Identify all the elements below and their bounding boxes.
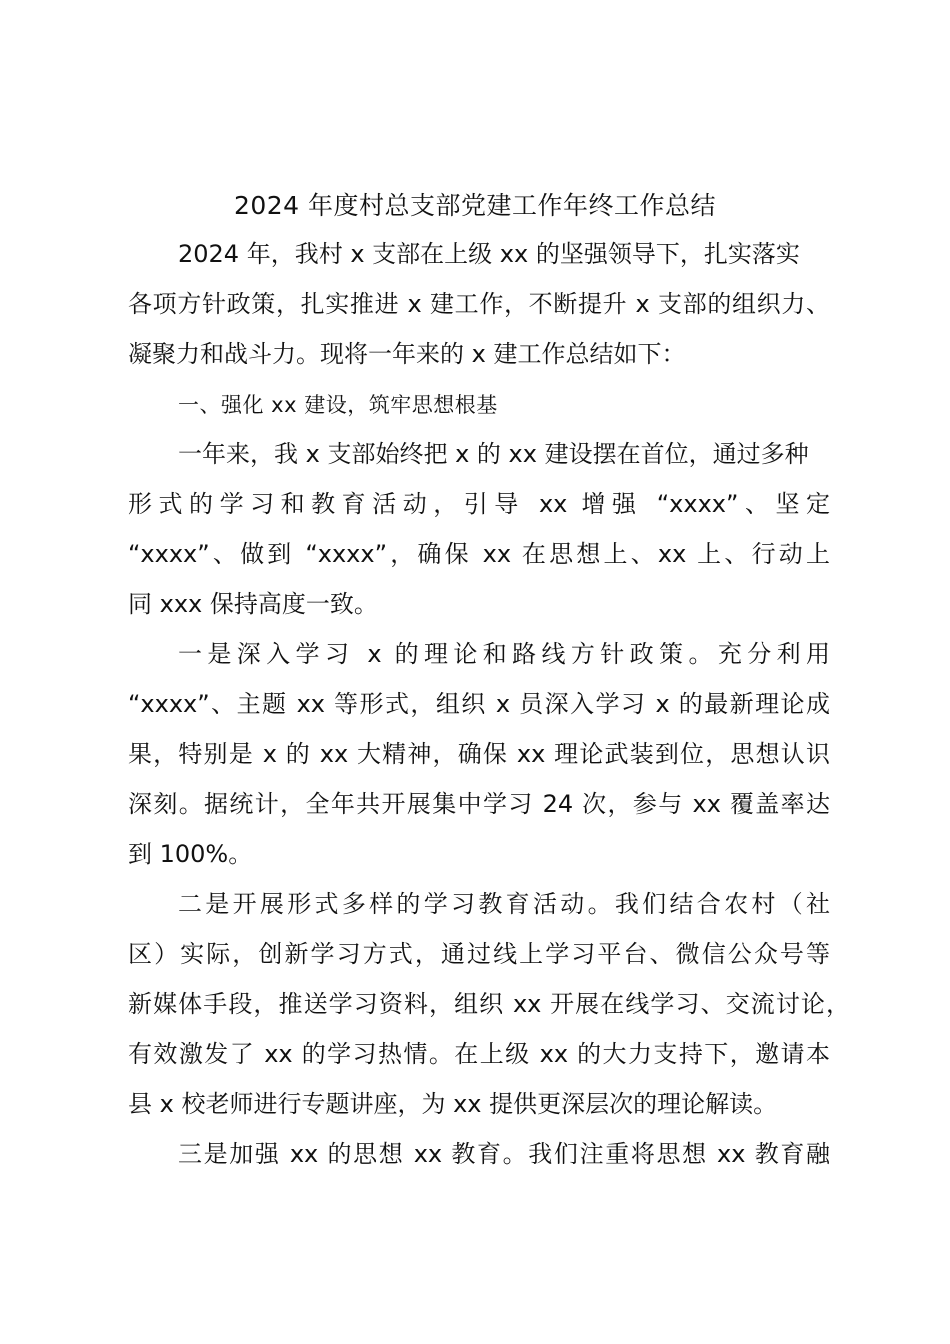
point1-line-5: 到 100%。 bbox=[128, 840, 253, 868]
point1-line-3: 果，特别是 x 的 xx 大精神，确保 xx 理论武装到位，思想认识 bbox=[128, 740, 830, 768]
point1-line-1: 一是深入学习 x 的理论和路线方针政策。充分利用 bbox=[178, 640, 830, 668]
point2-line-2: 区）实际，创新学习方式，通过线上学习平台、微信公众号等 bbox=[128, 940, 830, 968]
point3-line-1: 三是加强 xx 的思想 xx 教育。我们注重将思想 xx 教育融 bbox=[178, 1140, 830, 1168]
section1-line-3: “xxxx”、做到 “xxxx”，确保 xx 在思想上、xx 上、行动上 bbox=[128, 540, 830, 568]
intro-line-3: 凝聚力和战斗力。现将一年来的 x 建工作总结如下： bbox=[128, 340, 686, 368]
intro-line-1: 2024 年，我村 x 支部在上级 xx 的坚强领导下，扎实落实 bbox=[178, 240, 800, 268]
section-heading-1: 一、强化 xx 建设，筑牢思想根基 bbox=[178, 393, 498, 417]
point2-line-5: 县 x 校老师进行专题讲座，为 xx 提供更深层次的理论解读。 bbox=[128, 1090, 778, 1118]
point2-line-4: 有效激发了 xx 的学习热情。在上级 xx 的大力支持下，邀请本 bbox=[128, 1040, 830, 1068]
point1-line-2: “xxxx”、主题 xx 等形式，组织 x 员深入学习 x 的最新理论成 bbox=[128, 690, 830, 718]
section1-line-4: 同 xxx 保持高度一致。 bbox=[128, 590, 378, 618]
document-title: 2024 年度村总支部党建工作年终工作总结 bbox=[233, 191, 717, 220]
point2-line-3: 新媒体手段，推送学习资料，组织 xx 开展在线学习、交流讨论， bbox=[128, 990, 850, 1018]
intro-line-2: 各项方针政策，扎实推进 x 建工作，不断提升 x 支部的组织力、 bbox=[128, 290, 830, 318]
point1-line-4: 深刻。据统计，全年共开展集中学习 24 次，参与 xx 覆盖率达 bbox=[128, 790, 830, 818]
section1-line-2: 形式的学习和教育活动，引导 xx 增强 “xxxx”、坚定 bbox=[128, 490, 830, 518]
point2-line-1: 二是开展形式多样的学习教育活动。我们结合农村（社 bbox=[178, 890, 830, 918]
section1-line-1: 一年来，我 x 支部始终把 x 的 xx 建设摆在首位，通过多种 bbox=[178, 440, 809, 468]
